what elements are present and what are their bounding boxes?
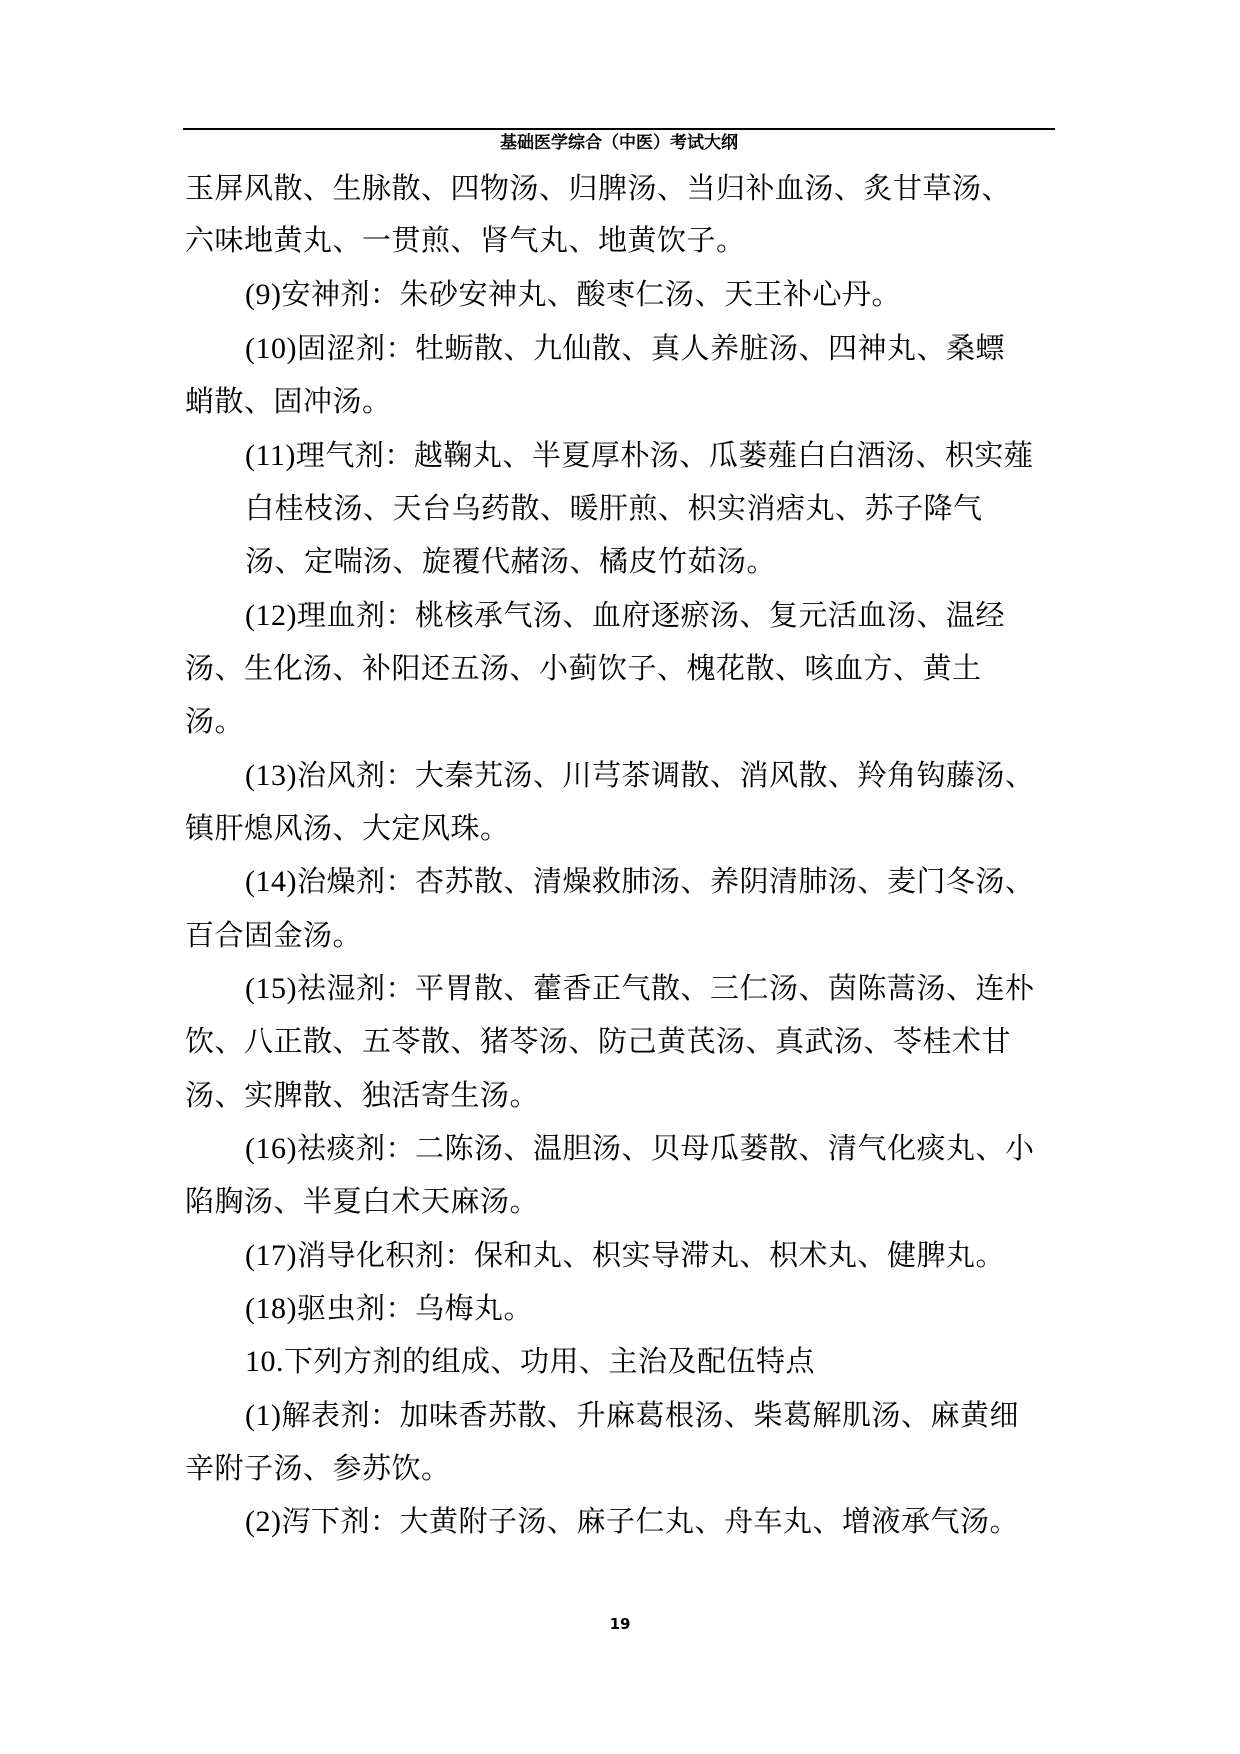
- item-number: 10.: [245, 1345, 284, 1378]
- text-line: [185, 810, 510, 846]
- item-number: (15): [245, 972, 297, 1005]
- item-number: (18): [245, 1292, 297, 1325]
- list-item-line: [245, 1290, 533, 1327]
- line-text: 下列方剂的组成、功用、主治及配伍特点: [284, 1344, 816, 1378]
- list-item-line: [245, 1237, 1005, 1274]
- line-text: 固涩剂：牡蛎散、九仙散、真人养脏汤、四神丸、桑螵: [296, 331, 1005, 365]
- line-text: 祛痰剂：二陈汤、温胆汤、贝母瓜蒌散、清气化痰丸、小: [296, 1131, 1035, 1165]
- line-text: 六味地黄丸、一贯煎、肾气丸、地黄饮子。: [185, 223, 746, 257]
- list-item-line: [245, 757, 1035, 794]
- item-number: (11): [245, 439, 296, 472]
- line-text: 理气剂：越鞠丸、半夏厚朴汤、瓜蒌薤白白酒汤、枳实薤: [295, 438, 1034, 472]
- line-text: 陷胸汤、半夏白术天麻汤。: [185, 1184, 540, 1218]
- text-line: [245, 543, 776, 579]
- item-number: (17): [245, 1239, 297, 1272]
- item-number: (1): [245, 1399, 282, 1432]
- text-line: [185, 1183, 539, 1219]
- list-item-line: [245, 1343, 815, 1380]
- list-item-line: [245, 597, 1005, 634]
- item-number: (2): [245, 1505, 282, 1538]
- line-text: 解表剂：加味香苏散、升麻葛根汤、柴葛解肌汤、麻黄细: [281, 1398, 1019, 1432]
- list-item-line: [245, 437, 1033, 474]
- running-header: 基础医学综合（中医）考试大纲: [500, 133, 738, 153]
- line-text: 泻下剂：大黄附子汤、麻子仁丸、舟车丸、增液承气汤。: [281, 1504, 1019, 1538]
- item-number: (10): [245, 332, 297, 365]
- item-number: (12): [245, 599, 297, 632]
- list-item-line: [245, 970, 1035, 1007]
- text-line: [185, 222, 746, 258]
- line-text: 百合固金汤。: [185, 918, 363, 952]
- list-item-line: [245, 863, 1035, 900]
- line-text: 消导化积剂：保和丸、枳实导滞丸、枳术丸、健脾丸。: [296, 1238, 1005, 1272]
- list-item-line: [245, 330, 1005, 367]
- line-text: 饮、八正散、五苓散、猪苓汤、防己黄芪汤、真武汤、苓桂术甘: [185, 1024, 1012, 1058]
- line-text: 安神剂：朱砂安神丸、酸枣仁汤、天王补心丹。: [281, 277, 901, 311]
- line-text: 祛湿剂：平胃散、藿香正气散、三仁汤、茵陈蒿汤、连朴: [296, 971, 1035, 1005]
- line-text: 汤、实脾散、独活寄生汤。: [185, 1078, 540, 1112]
- line-text: 汤。: [185, 704, 245, 738]
- text-line: [185, 1077, 539, 1113]
- line-text: 汤、定喘汤、旋覆代赭汤、橘皮竹茹汤。: [245, 544, 777, 578]
- line-text: 辛附子汤、参苏饮。: [185, 1451, 451, 1485]
- list-item-line: [245, 1130, 1035, 1167]
- text-line: [185, 1450, 451, 1486]
- text-line: [185, 170, 1011, 206]
- text-line: [185, 383, 392, 419]
- item-number: (14): [245, 865, 297, 898]
- text-line: [185, 917, 362, 953]
- text-line: [245, 490, 983, 526]
- item-number: (16): [245, 1132, 297, 1165]
- line-text: 驱虫剂：乌梅丸。: [296, 1291, 533, 1325]
- line-text: 汤、生化汤、补阳还五汤、小蓟饮子、槐花散、咳血方、黄土: [185, 651, 982, 685]
- line-text: 蛸散、固冲汤。: [185, 384, 392, 418]
- line-text: 理血剂：桃核承气汤、血府逐瘀汤、复元活血汤、温经: [296, 598, 1005, 632]
- line-text: 治燥剂：杏苏散、清燥救肺汤、养阴清肺汤、麦门冬汤、: [296, 864, 1035, 898]
- line-text: 玉屏风散、生脉散、四物汤、归脾汤、当归补血汤、炙甘草汤、: [185, 171, 1012, 205]
- text-line: [185, 1023, 1011, 1059]
- list-item-line: [245, 1397, 1019, 1434]
- item-number: (9): [245, 278, 282, 311]
- list-item-line: [245, 276, 901, 313]
- header-divider: [183, 128, 1055, 130]
- item-number: (13): [245, 759, 297, 792]
- text-line: [185, 703, 244, 739]
- page-number: 19: [609, 1615, 631, 1633]
- list-item-line: [245, 1503, 1019, 1540]
- line-text: 白桂枝汤、天台乌药散、暖肝煎、枳实消痞丸、苏子降气: [245, 491, 983, 525]
- line-text: 治风剂：大秦艽汤、川芎茶调散、消风散、羚角钩藤汤、: [296, 758, 1035, 792]
- text-line: [185, 650, 982, 686]
- line-text: 镇肝熄风汤、大定风珠。: [185, 811, 510, 845]
